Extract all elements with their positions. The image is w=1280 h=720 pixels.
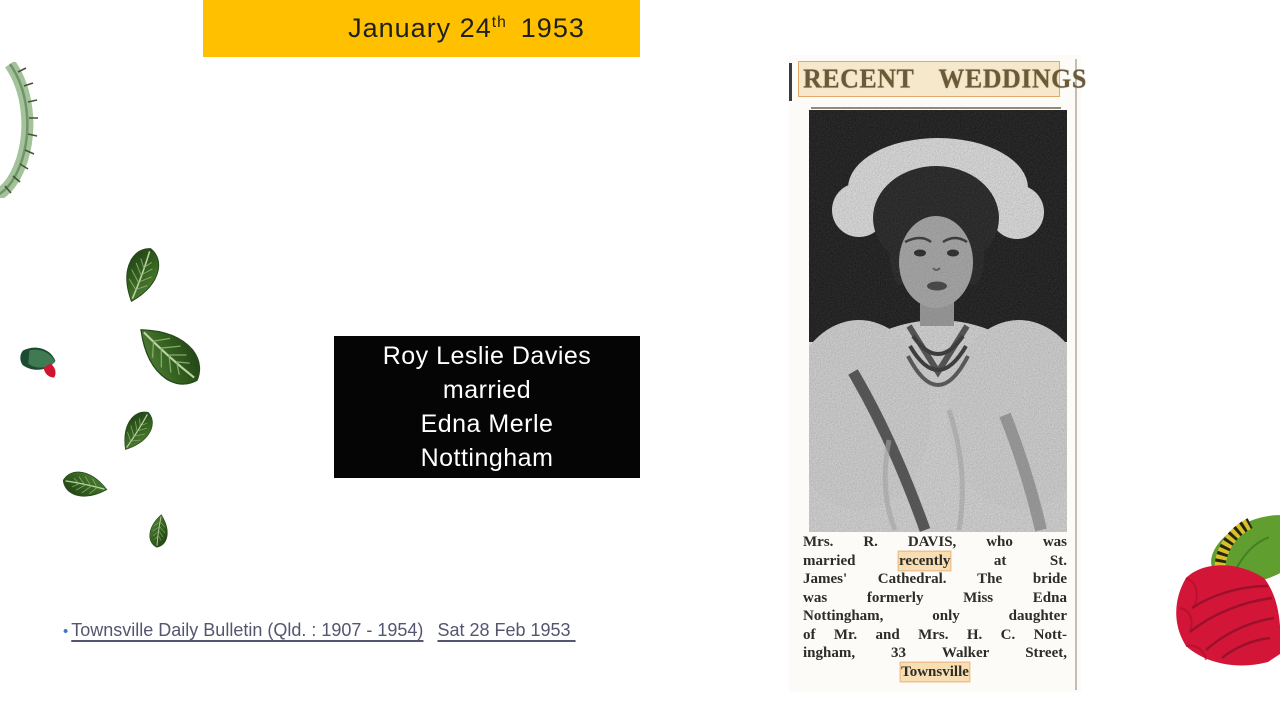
article-word: Cathedral. <box>877 571 947 587</box>
leaf-icon <box>119 306 218 404</box>
article-word: C. <box>1000 626 1016 643</box>
article-word: Nottingham, <box>803 608 884 624</box>
leaf-icon <box>59 464 111 507</box>
article-text <box>803 533 1067 681</box>
headline-word-weddings: WEDDINGS <box>938 63 1087 94</box>
leaf-icon <box>111 241 170 310</box>
thorny-stem-icon <box>0 62 38 198</box>
title-year: 1953 <box>520 13 585 43</box>
leaf-icon <box>144 512 174 549</box>
article-line <box>803 663 1067 682</box>
bride-photo <box>809 110 1067 532</box>
article-word: Edna <box>1032 589 1067 606</box>
article-word: bride <box>1032 571 1067 587</box>
headline-highlight <box>798 61 1087 97</box>
marriage-line: Nottingham <box>420 444 554 472</box>
article-word: Street, <box>1025 645 1067 661</box>
article-line <box>803 589 1067 608</box>
title-text-main: January 24 <box>348 13 492 43</box>
marriage-line: married <box>442 376 532 404</box>
leaf-icon <box>112 404 162 459</box>
article-word: who <box>986 534 1013 550</box>
article-word: St. <box>1049 552 1067 569</box>
column-rule <box>1075 59 1077 690</box>
article-word: was <box>1042 534 1067 550</box>
newspaper-clipping <box>789 55 1087 692</box>
citation-bullet-icon: • <box>63 623 69 640</box>
source-link[interactable]: Townsville Daily Bulletin (Qld. : 1907 - 1954) <box>71 620 424 640</box>
article-line <box>803 533 1067 552</box>
search-term-highlight: Townsville <box>901 663 969 680</box>
slide-title <box>348 13 585 44</box>
column-margin-tick <box>789 63 792 101</box>
article-line <box>803 552 1067 571</box>
article-word: and <box>875 626 900 643</box>
article-word: Mrs. <box>918 626 949 643</box>
article-line <box>803 570 1067 589</box>
article-word: R. <box>863 534 878 550</box>
article-word: James' <box>803 571 848 587</box>
article-line <box>803 607 1067 626</box>
article-word: The <box>977 571 1003 587</box>
marriage-line: Edna Merle <box>420 410 554 438</box>
article-word: of <box>803 626 816 643</box>
headline-rule <box>811 107 1061 109</box>
article-word: only <box>932 608 960 624</box>
headline-word-recent: RECENT <box>803 63 915 94</box>
article-word: formerly <box>866 589 924 606</box>
article-word: daughter <box>1008 608 1067 624</box>
article-word: DAVIS, <box>907 534 957 550</box>
article-line <box>803 644 1067 663</box>
article-word: Mrs. <box>803 534 834 550</box>
article-line <box>803 626 1067 645</box>
article-word: at <box>993 552 1007 569</box>
citation <box>63 620 576 641</box>
article-word: 33 <box>890 645 906 661</box>
article-word: married <box>803 552 856 569</box>
marriage-text-box <box>334 336 640 478</box>
marriage-line: Roy Leslie Davies <box>382 342 592 370</box>
title-superscript: th <box>491 14 507 31</box>
article-word: Mr. <box>833 626 858 643</box>
article-word: H. <box>966 626 983 643</box>
article-word: was <box>803 589 828 606</box>
title-banner <box>203 0 640 57</box>
article-word: Walker <box>941 645 990 661</box>
rosebud-icon <box>16 342 62 384</box>
article-word: Miss <box>963 589 994 606</box>
search-term-highlight: recently <box>899 552 951 569</box>
date-link[interactable]: Sat 28 Feb 1953 <box>437 620 571 640</box>
rose-petal-icon <box>1172 498 1280 670</box>
article-word: ingham, <box>803 645 856 661</box>
article-word: Nott- <box>1033 626 1067 643</box>
